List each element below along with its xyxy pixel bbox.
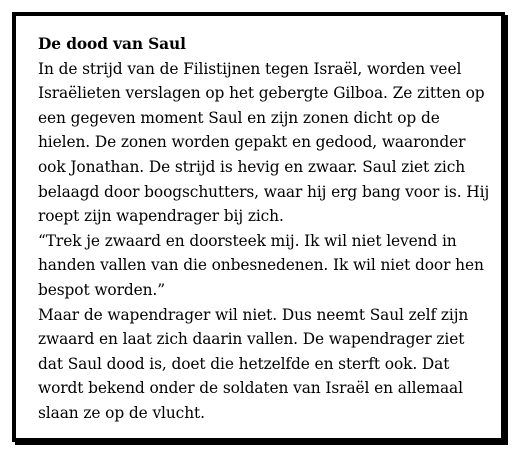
document-title: De dood van Saul — [38, 35, 186, 53]
paragraph-2: “Trek je zwaard en doorsteek mij. Ik wil niet levend in handen vallen van die onbesnedenen. Ik wil niet door hen bespot worden.” — [38, 231, 484, 299]
paragraph-1: In de strijd van de Filistijnen tegen Israël, worden veel Israëlieten verslagen op het gebergte Gilboa. Ze zitten op een gegeven moment Saul en zijn zonen dicht op de hielen. De zonen worden gepakt en gedood, waaronder ook Jonathan. De strijd is hevig en zwaar. Saul ziet zich belaagd door boogschutters, waar hij erg bang voor is. Hij roept zijn wapendrager bij zich. — [38, 59, 490, 226]
paragraph-3: Maar de wapendrager wil niet. Dus neemt Saul zelf zijn zwaard en laat zich daarin vallen. De wapendrager ziet dat Saul dood is, doet die hetzelfde en sterft ook. Dat wordt bekend onder de soldaten van Israël en allemaal slaan ze op de vlucht. — [38, 305, 469, 422]
text-box-frame — [12, 12, 505, 442]
text-box-content — [38, 32, 493, 426]
